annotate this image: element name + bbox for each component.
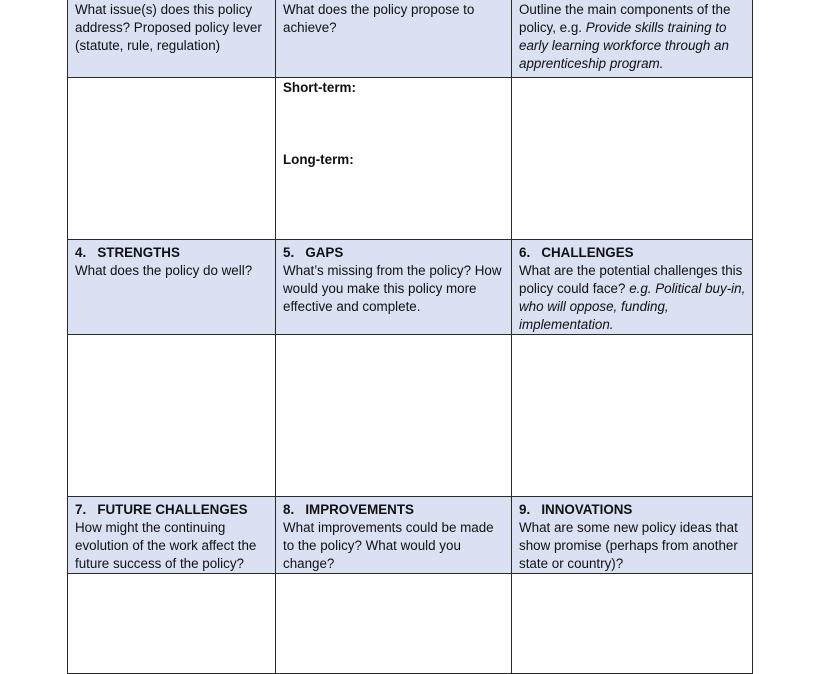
section-example: e.g. Political buy-in, who will oppose, funding, implementation.: [519, 281, 746, 332]
header-row-3: [68, 497, 753, 574]
section-question: What does the policy do well?: [75, 263, 253, 278]
short-term-label: Short-term:: [283, 80, 356, 95]
header-cell-innovations: [512, 497, 753, 574]
long-term-label: Long-term:: [283, 152, 354, 167]
section-example: Provide skills training to early learning workforce through an apprenticeship program.: [519, 20, 729, 71]
section-question: What are some new policy ideas that show promise (perhaps from another state or country)?: [519, 520, 738, 571]
answer-cell-future-challenges[interactable]: [68, 574, 276, 674]
section-title: 9. INNOVATIONS: [519, 502, 633, 517]
section-title: 5. GAPS: [283, 245, 344, 260]
header-row-2: [68, 240, 753, 335]
answer-cell-description[interactable]: [512, 78, 753, 240]
header-cell-future-challenges: [68, 497, 276, 574]
answer-row-1: [68, 78, 753, 240]
answer-cell-improvements[interactable]: [276, 574, 512, 674]
answer-row-3: [68, 574, 753, 674]
answer-row-2: [68, 335, 753, 497]
answer-cell-gaps[interactable]: [276, 335, 512, 497]
section-question: What issue(s) does this policy address? Proposed policy lever (statute, rule, regulation): [75, 2, 262, 53]
section-question: What improvements could be made to the policy? What would you change?: [283, 520, 494, 571]
answer-cell-innovations[interactable]: [512, 574, 753, 674]
answer-cell-strengths[interactable]: [68, 335, 276, 497]
header-cell-challenges: [512, 240, 753, 335]
header-cell-goal: [276, 0, 512, 78]
header-cell-policy-focus: [68, 0, 276, 78]
section-title: 6. CHALLENGES: [519, 245, 634, 260]
section-question: What’s missing from the policy? How would you make this policy more effective and complete.: [283, 263, 502, 314]
worksheet-table: [67, 0, 753, 674]
section-question: How might the continuing evolution of the work affect the future success of the policy?: [75, 520, 257, 571]
header-cell-description: [512, 0, 753, 78]
section-title: 7. FUTURE CHALLENGES: [75, 502, 248, 517]
policy-analysis-worksheet: [67, 0, 752, 674]
header-cell-strengths: [68, 240, 276, 335]
answer-cell-challenges[interactable]: [512, 335, 753, 497]
header-row-1: [68, 0, 753, 78]
section-question: What does the policy propose to achieve?: [283, 2, 475, 35]
answer-cell-policy-focus[interactable]: [68, 78, 276, 240]
section-title: 4. STRENGTHS: [75, 245, 180, 260]
section-question: Outline the main components of the policy, e.g. Provide skills training to early learning workforce through an apprenticeship program.: [519, 2, 731, 71]
header-cell-gaps: [276, 240, 512, 335]
answer-cell-goal[interactable]: [276, 78, 512, 240]
header-cell-improvements: [276, 497, 512, 574]
section-title: 8. IMPROVEMENTS: [283, 502, 414, 517]
section-question: What are the potential challenges this policy could face? e.g. Political buy-in, who will oppose, funding, implementation.: [519, 263, 746, 332]
